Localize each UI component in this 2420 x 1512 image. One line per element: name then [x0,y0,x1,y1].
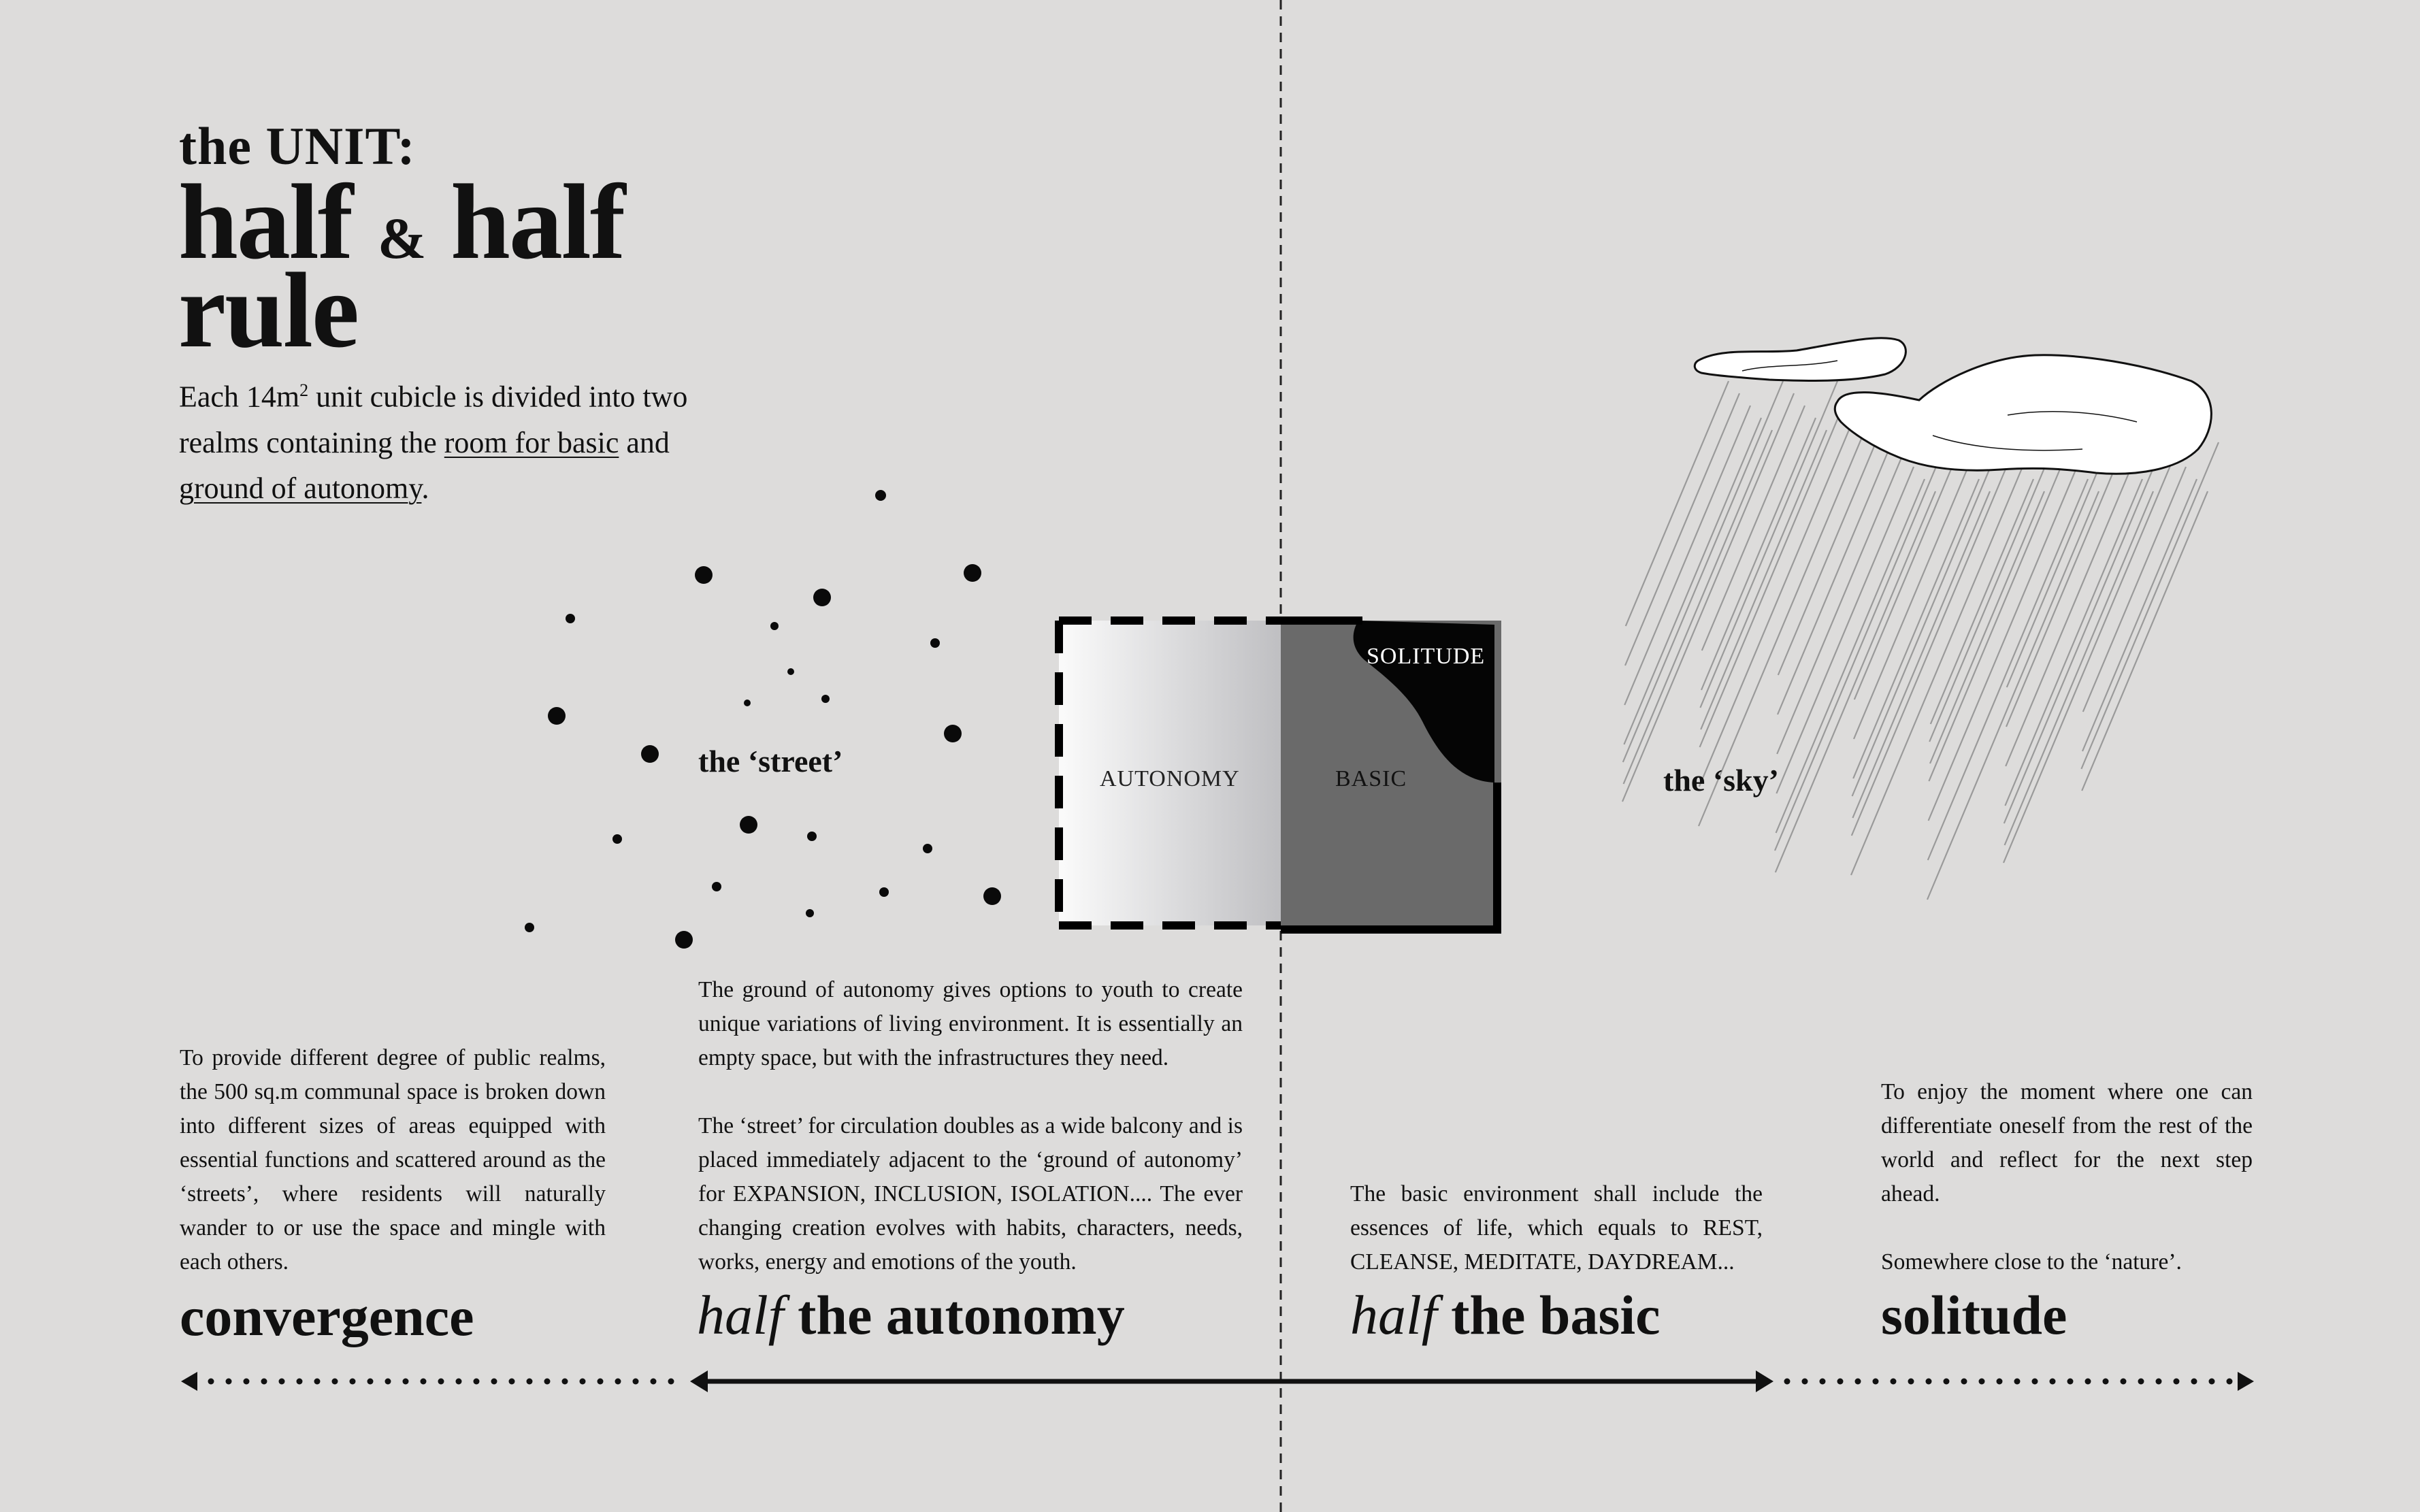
title-ampersand: & [377,206,425,271]
title-half-a: half [178,163,353,282]
intro-text-1: Each 14m [179,380,300,414]
timeline-dot [2174,1379,2180,1385]
street-dot [964,564,981,582]
street-dot [944,725,962,742]
timeline-dot [1873,1379,1879,1385]
timeline-dot [1820,1379,1826,1385]
timeline-dot [261,1379,267,1385]
street-dot [807,832,817,841]
timeline-dot [367,1379,374,1385]
rain-line [1700,393,1848,747]
timeline-dot [1908,1379,1914,1385]
rain-line [1928,479,2088,860]
timeline-dot [403,1379,409,1385]
street-dot [548,707,566,725]
timeline-dot [509,1379,515,1385]
rain-line [2083,467,2186,712]
street-dot [675,931,693,949]
timeline-dot [1926,1379,1932,1385]
timeline-dot [2103,1379,2109,1385]
basic-label: BASIC [1335,766,1407,791]
timeline-dot [456,1379,462,1385]
small-cloud [1695,338,1906,381]
rain-line [1624,406,1750,705]
rain-line [1776,479,1925,833]
timeline-dot [651,1379,657,1385]
rain-line [1852,442,2001,796]
rain-line [2004,442,2164,823]
timeline-dot [1837,1379,1844,1385]
convergence-heading: convergence [180,1285,474,1347]
rain-line [1775,442,1946,851]
rain-line [1625,393,1739,665]
intro-text-4: . [421,471,429,505]
intro-paragraph [179,367,737,511]
solitude-text-block [1881,1075,2253,1279]
street-dot [740,816,757,834]
street-dot [612,834,622,844]
timeline-dot [544,1379,551,1385]
autonomy-heading [697,1284,1125,1346]
basic-heading-italic: half [1350,1284,1437,1346]
street-dot [641,745,659,763]
timeline-dot [474,1379,480,1385]
street-dot [525,923,534,932]
rain-line [2082,491,2208,791]
timeline-dot [2138,1379,2144,1385]
street-dot [983,887,1001,905]
timeline-dot [1979,1379,1985,1385]
street-dot [695,566,713,584]
timeline-dot [2050,1379,2056,1385]
rain-line [1851,467,2023,875]
timeline-dot [1855,1379,1861,1385]
timeline-dot [668,1379,674,1385]
title-half-b: half [451,163,625,282]
rain-line [2006,455,2121,727]
timeline-dot [385,1379,391,1385]
timeline-dot [2121,1379,2127,1385]
rain-line [1624,430,1772,784]
timeline-dot [244,1379,250,1385]
autonomy-heading-bold: the autonomy [783,1284,1125,1346]
timeline-dot [491,1379,497,1385]
timeline-dot [615,1379,621,1385]
timeline-dot [598,1379,604,1385]
rain-line [2082,479,2197,751]
convergence-text: To provide different degree of public realms, the 500 sq.m communal space is broken down into different sizes of areas equipped with essential functions and scattered around as the ‘streets’, where residents will naturally wander to or use the space and mingle with each others. [180,1045,606,1275]
rain-line [2005,491,2153,845]
intro-sup: 2 [299,380,309,400]
timeline-dot [1997,1379,2003,1385]
street-dot [566,614,575,623]
timeline-dot [350,1379,356,1385]
timeline-dot [2191,1379,2197,1385]
rain-line [2007,442,2110,687]
rain-line [1778,430,1881,675]
street-label: the ‘street’ [698,744,843,778]
solitude-label: SOLITUDE [1367,644,1486,669]
autonomy-text-1: The ground of autonomy gives options to youth to create unique variations of living environment. It is essentially an empty space, but with the infrastructures they need. [698,977,1243,1070]
timeline-dot [279,1379,285,1385]
autonomy-text-block [698,973,1243,1279]
street-dot [879,887,889,897]
rain-line [1929,467,2077,821]
intro-text-3: and [619,425,670,459]
timeline-dot [332,1379,338,1385]
rain-line [2081,442,2219,769]
rain-line [1702,406,1805,651]
street-dot [813,589,831,606]
rain-line [1701,418,1816,690]
big-cloud [1835,355,2211,474]
timeline-dot [438,1379,444,1385]
timeline-dot [1944,1379,1950,1385]
timeline-dot [297,1379,303,1385]
solitude-text-1: To enjoy the moment where one can differentiate oneself from the rest of the world and reflect for the next step ahead. [1881,1079,2253,1206]
solitude-heading: solitude [1881,1284,2067,1346]
room-for-basic-link: room for basic [444,425,619,459]
title-line-1: the UNIT: [179,116,416,176]
street-dot [923,844,932,853]
street-dot [821,695,830,703]
timeline-dot [2014,1379,2021,1385]
title-line-3: rule [178,251,359,370]
timeline-dot [1891,1379,1897,1385]
solitude-text-2: Somewhere close to the ‘nature’. [1881,1249,2182,1275]
basic-heading-bold: the basic [1437,1284,1661,1346]
basic-heading [1350,1284,1661,1346]
rain-line [1622,393,1794,802]
timeline-dot [2209,1379,2215,1385]
street-dots [525,490,1001,949]
street-dot [744,700,751,706]
timeline-dot [2156,1379,2162,1385]
street-dot [875,490,886,501]
rain-line [1852,455,2012,836]
autonomy-label: AUTONOMY [1100,766,1240,791]
ground-of-autonomy-link: ground of autonomy [179,471,422,505]
timeline-dot [314,1379,321,1385]
timeline-dot [580,1379,586,1385]
timeline-dot [633,1379,639,1385]
autonomy-heading-italic: half [697,1284,784,1346]
timeline-dot [562,1379,568,1385]
timeline-dot [2227,1379,2233,1385]
rain-line [1931,479,2033,724]
basic-text: The basic environment shall include the essences of life, which equals to REST, CLEANSE, MEDITATE, DAYDREAM... [1350,1181,1763,1275]
rain-line [1626,381,1729,626]
rain-line [2006,467,2131,766]
street-dot [712,882,721,891]
timeline-dot [208,1379,214,1385]
rain-line [1623,381,1783,762]
timeline-dot [421,1379,427,1385]
rain-line [1701,430,1827,729]
sky-label: the ‘sky’ [1663,763,1779,798]
rain-line [1853,479,1979,778]
autonomy-text-2: The ‘street’ for circulation doubles as a wide balcony and is placed immediately adjacent to the ‘ground of autonomy’ for EXPANSION, INCLUSION, ISOLATION.... The ever changing creation evolves with habits, characters, needs, works, energy and emotions of the youth. [698,1113,1243,1275]
rain-line [1854,467,1968,739]
rain-line [1930,491,2044,763]
timeline-dot [1802,1379,1808,1385]
street-dot [806,909,814,917]
timeline-dot [2032,1379,2038,1385]
street-dot [787,668,794,675]
timeline-dot [2067,1379,2074,1385]
street-dot [770,622,779,630]
timeline-dot [1961,1379,1967,1385]
street-dot [930,638,940,648]
intro-text-2: unit cubicle is divided into two realms containing the [179,380,688,459]
timeline-dot [527,1379,533,1385]
rain-line [1854,455,1957,700]
timeline-arrow [181,1370,2254,1392]
timeline-dot [2085,1379,2091,1385]
timeline-dot [226,1379,232,1385]
timeline-dot [1784,1379,1791,1385]
rain-line [1777,455,1903,754]
